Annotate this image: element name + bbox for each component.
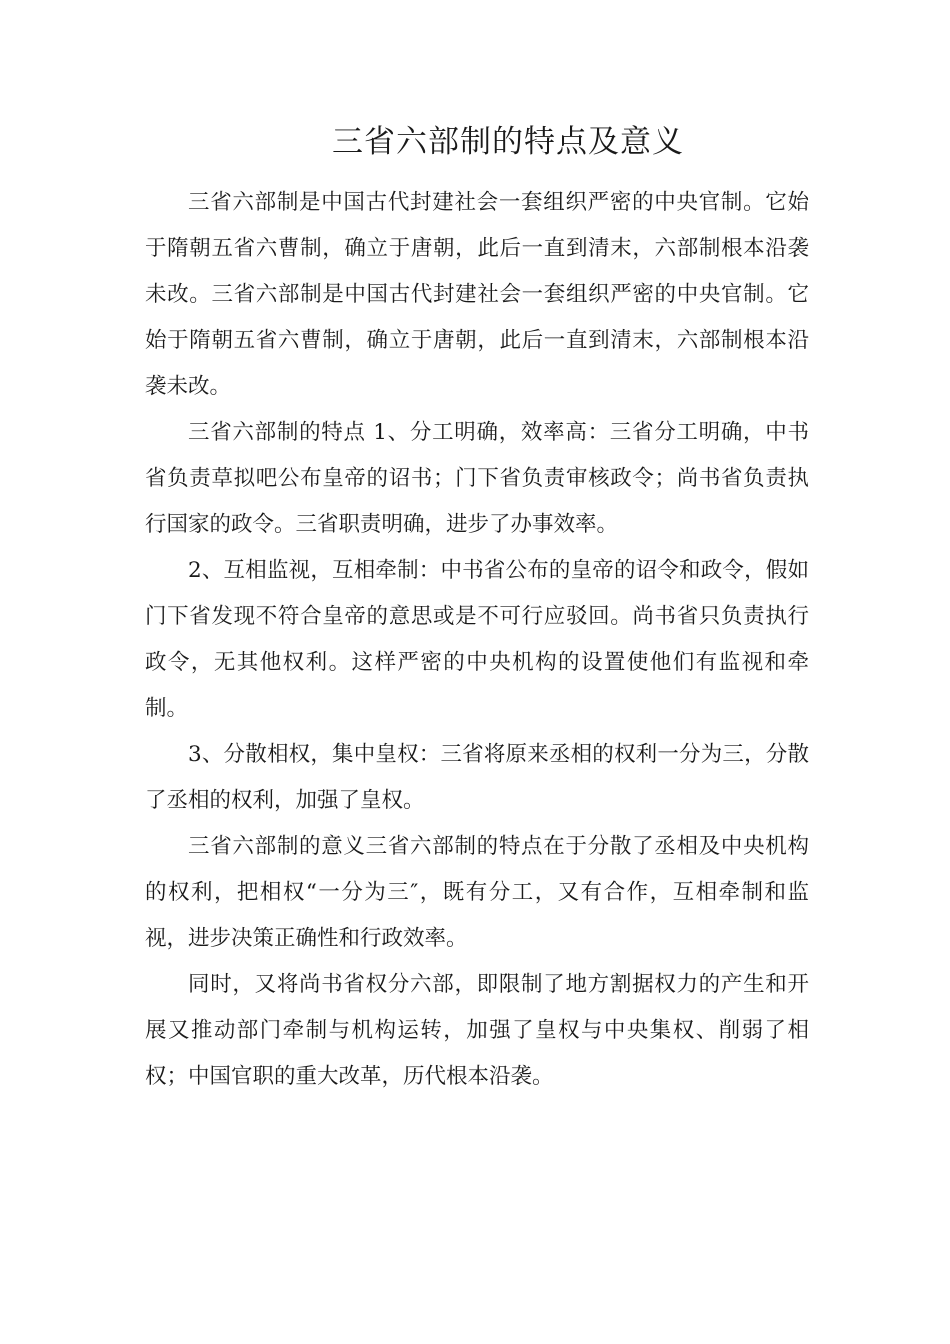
- paragraph: 三省六部制的意义三省六部制的特点在于分散了丞相及中央机构的权利，把相权“一分为三″，既有分工，又有合作，互相牵制和监视，进步决策正确性和行政效率。: [145, 834, 809, 951]
- paragraph: 3、分散相权，集中皇权：三省将原来丞相的权利一分为三，分散了丞相的权利，加强了皇权。: [145, 742, 809, 813]
- paragraph: 同时，又将尚书省权分六部，即限制了地方割据权力的产生和开展又推动部门牵制与机构运转，加强了皇权与中央集权、削弱了相权；中国官职的重大改革，历代根本沿袭。: [145, 972, 809, 1089]
- paragraph: 三省六部制的特点 1、分工明确，效率高：三省分工明确，中书省负责草拟吧公布皇帝的诏书；门下省负责审核政令；尚书省负责执行国家的政令。三省职责明确，进步了办事效率。: [145, 420, 809, 537]
- document-title: 三省六部制的特点及意义: [332, 124, 684, 160]
- paragraph: 2、互相监视，互相牵制：中书省公布的皇帝的诏令和政令，假如门下省发现不符合皇帝的意思或是不可行应驳回。尚书省只负责执行政令，无其他权利。这样严密的中央机构的设置使他们有监视和牵制。: [145, 558, 809, 721]
- document-body: [145, 180, 809, 1100]
- paragraph: 三省六部制是中国古代封建社会一套组织严密的中央官制。它始于隋朝五省六曹制，确立于唐朝，此后一直到清末，六部制根本沿袭未改。三省六部制是中国古代封建社会一套组织严密的中央官制。它始于隋朝五省六曹制，确立于唐朝，此后一直到清末，六部制根本沿袭未改。: [145, 190, 809, 399]
